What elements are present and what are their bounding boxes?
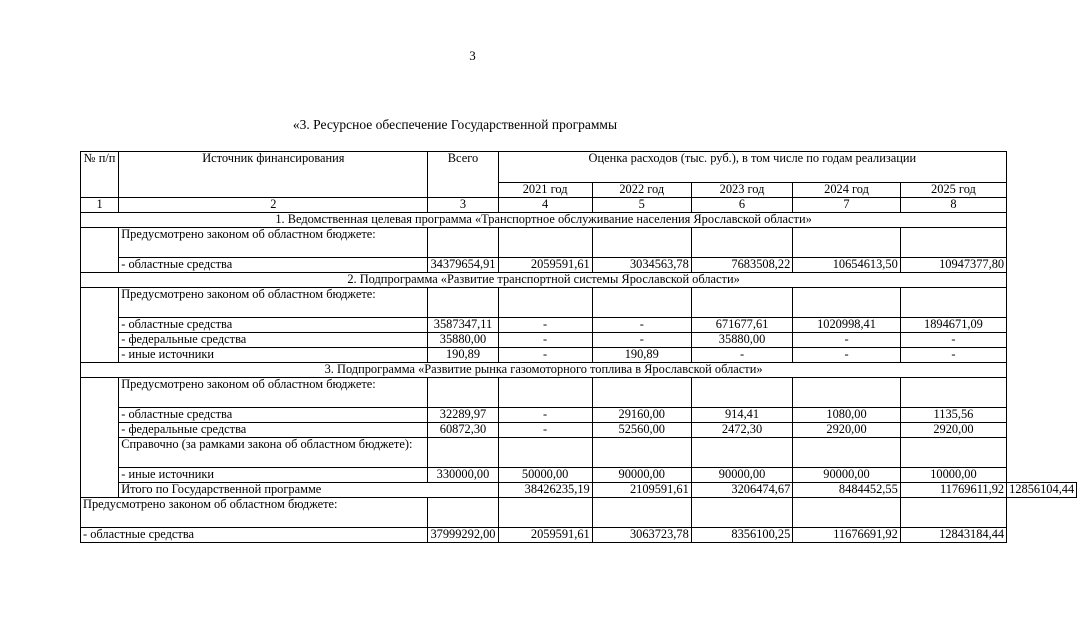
header-year: 2024 год <box>793 183 901 198</box>
row-value: 12843184,44 <box>900 528 1006 543</box>
row-value: 2059591,61 <box>498 528 592 543</box>
row-value: - <box>592 318 691 333</box>
row-value: - <box>498 423 592 438</box>
page-number: 3 <box>469 48 476 63</box>
row-value: 10000,00 <box>900 468 1006 483</box>
row-label: Предусмотрено законом об областном бюджете: <box>81 498 428 528</box>
col-number: 5 <box>592 198 691 213</box>
table-row <box>81 528 1077 543</box>
row-name: - иные источники <box>119 468 428 483</box>
total-year-value: 3206474,67 <box>691 483 792 498</box>
row-total: 190,89 <box>428 348 498 363</box>
table-row <box>81 378 1077 408</box>
table-row <box>81 348 1077 363</box>
table-row <box>81 228 1077 258</box>
row-value: - <box>498 318 592 333</box>
row-total: 37999292,00 <box>428 528 498 543</box>
row-value: 2059591,61 <box>498 258 592 273</box>
col-number: 1 <box>81 198 119 213</box>
row-value: 10654613,50 <box>793 258 901 273</box>
row-value: - <box>592 333 691 348</box>
row-total: 330000,00 <box>428 468 498 483</box>
header-year: 2023 год <box>691 183 792 198</box>
row-name: - областные средства <box>81 528 428 543</box>
row-value: 10947377,80 <box>900 258 1006 273</box>
table-row <box>81 288 1077 318</box>
row-value: 7683508,22 <box>691 258 792 273</box>
row-value: - <box>900 348 1006 363</box>
section-3-title: 3. Подпрограмма «Развитие рынка газомоторного топлива в Ярославской области» <box>81 363 1007 378</box>
row-value: 2920,00 <box>900 423 1006 438</box>
row-value: 2472,30 <box>691 423 792 438</box>
row-value: - <box>498 348 592 363</box>
col-number: 7 <box>793 198 901 213</box>
col-number: 6 <box>691 198 792 213</box>
table-row <box>81 438 1077 468</box>
header-estimate: Оценка расходов (тыс. руб.), в том числе по годам реализации <box>498 152 1007 183</box>
col-number: 4 <box>498 198 592 213</box>
row-value: 914,41 <box>691 408 792 423</box>
header-year: 2025 год <box>900 183 1006 198</box>
total-label: Итого по Государственной программе <box>119 483 498 498</box>
row-value: 671677,61 <box>691 318 792 333</box>
row-value: 190,89 <box>592 348 691 363</box>
row-total: 34379654,91 <box>428 258 498 273</box>
row-value: - <box>498 333 592 348</box>
row-value: 2920,00 <box>793 423 901 438</box>
row-value: - <box>691 348 792 363</box>
section-1-title: 1. Ведомственная целевая программа «Транспортное обслуживание населения Ярославской области» <box>81 213 1007 228</box>
row-label: Предусмотрено законом об областном бюджете: <box>119 378 428 408</box>
row-value: 1020998,41 <box>793 318 901 333</box>
total-value: 38426235,19 <box>498 483 592 498</box>
row-value: 11676691,92 <box>793 528 901 543</box>
row-total: 32289,97 <box>428 408 498 423</box>
row-total: 3587347,11 <box>428 318 498 333</box>
row-value: 1080,00 <box>793 408 901 423</box>
total-year-value: 11769611,92 <box>900 483 1006 498</box>
row-value: 1894671,09 <box>900 318 1006 333</box>
row-name: - федеральные средства <box>119 423 428 438</box>
row-value: 8356100,25 <box>691 528 792 543</box>
total-year-value: 12856104,44 <box>1007 483 1077 498</box>
row-name: - иные источники <box>119 348 428 363</box>
row-value: - <box>900 333 1006 348</box>
row-value: 90000,00 <box>592 468 691 483</box>
total-year-value: 8484452,55 <box>793 483 901 498</box>
header-year: 2022 год <box>592 183 691 198</box>
row-name: - областные средства <box>119 408 428 423</box>
header-source: Источник финансирования <box>119 152 428 198</box>
row-label: Предусмотрено законом об областном бюджете: <box>119 228 428 258</box>
resource-table <box>80 151 1077 543</box>
section-title-row <box>81 363 1077 378</box>
row-name: - федеральные средства <box>119 333 428 348</box>
col-number: 2 <box>119 198 428 213</box>
header-num: № п/п <box>81 152 119 198</box>
row-value: 90000,00 <box>691 468 792 483</box>
row-value: 3034563,78 <box>592 258 691 273</box>
section-title-row <box>81 273 1077 288</box>
row-value: 52560,00 <box>592 423 691 438</box>
total-row <box>81 483 1077 498</box>
table-row <box>81 468 1077 483</box>
row-value: 1135,56 <box>900 408 1006 423</box>
section-title-row <box>81 213 1077 228</box>
row-label: Справочно (за рамками закона об областном бюджете): <box>119 438 428 468</box>
column-numbers-row <box>81 198 1077 213</box>
header-total: Всего <box>428 152 498 198</box>
section-title: «3. Ресурсное обеспечение Государственной программы <box>292 117 618 132</box>
row-name: - областные средства <box>119 258 428 273</box>
table-row <box>81 498 1077 528</box>
table-row <box>81 333 1077 348</box>
row-value: 35880,00 <box>691 333 792 348</box>
col-number: 3 <box>428 198 498 213</box>
header-year: 2021 год <box>498 183 592 198</box>
row-value: 50000,00 <box>498 468 592 483</box>
table-row <box>81 258 1077 273</box>
section-2-title: 2. Подпрограмма «Развитие транспортной системы Ярославской области» <box>81 273 1007 288</box>
row-value: - <box>793 348 901 363</box>
total-year-value: 2109591,61 <box>592 483 691 498</box>
row-value: 90000,00 <box>793 468 901 483</box>
row-total: 60872,30 <box>428 423 498 438</box>
table-row <box>81 423 1077 438</box>
row-label: Предусмотрено законом об областном бюджете: <box>119 288 428 318</box>
row-value: - <box>498 408 592 423</box>
row-total: 35880,00 <box>428 333 498 348</box>
header-row <box>81 152 1077 183</box>
table-row <box>81 318 1077 333</box>
col-number: 8 <box>900 198 1006 213</box>
table-row <box>81 408 1077 423</box>
row-value: - <box>793 333 901 348</box>
row-value: 29160,00 <box>592 408 691 423</box>
row-value: 3063723,78 <box>592 528 691 543</box>
row-name: - областные средства <box>119 318 428 333</box>
